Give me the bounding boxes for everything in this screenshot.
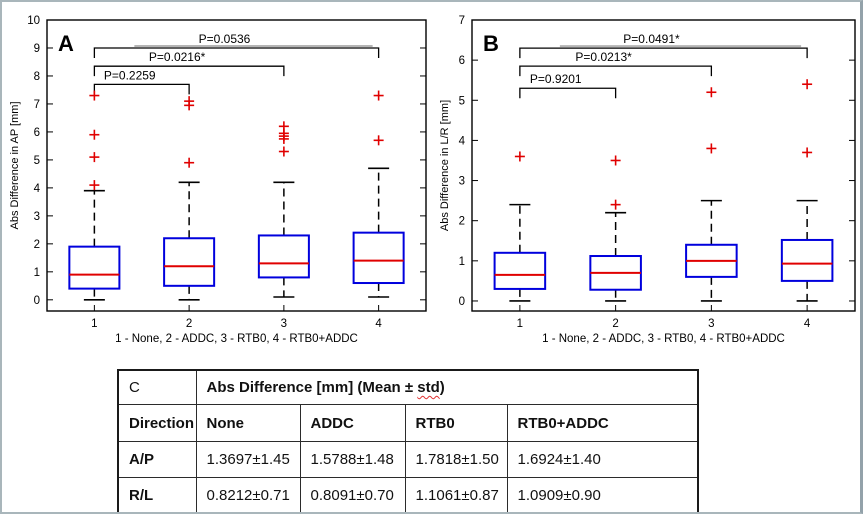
p-value-label: P=0.0213* — [575, 50, 632, 65]
box-group-1 — [495, 151, 546, 300]
bracket-line — [520, 88, 616, 98]
y-tick-label: 2 — [33, 238, 40, 251]
x-tick-label: 2 — [612, 318, 619, 330]
col-header-none: None — [196, 405, 300, 442]
row-label-ap: A/P — [118, 442, 196, 478]
outlier-marker — [89, 130, 99, 140]
p-value-label: P=0.2259 — [103, 68, 156, 83]
outlier-marker — [802, 79, 812, 89]
table-title — [196, 370, 698, 405]
outlier-marker — [706, 87, 716, 97]
outlier-marker — [374, 91, 384, 101]
cell-ap-rtb0-addc: 1.6924±1.40 — [507, 442, 698, 478]
x-tick-label: 2 — [185, 318, 193, 330]
outlier-marker — [89, 180, 99, 190]
iqr-box — [782, 240, 833, 281]
iqr-box — [69, 247, 119, 289]
y-tick-label: 1 — [33, 266, 40, 279]
p-value-label: P=0.0536 — [198, 31, 251, 46]
outlier-marker — [279, 147, 289, 157]
x-tick-label: 1 — [91, 318, 98, 330]
y-tick-label: 4 — [33, 182, 40, 195]
y-tick-label: 10 — [27, 15, 40, 27]
y-tick-label: 3 — [33, 210, 40, 223]
panel-label: B — [483, 31, 499, 56]
x-tick-label: 3 — [280, 318, 288, 330]
plot-a — [9, 15, 426, 345]
x-axis-label: 1 - None, 2 - ADDC, 3 - RTB0, 4 - RTB0+ADDC — [542, 333, 785, 345]
table-row-ap — [118, 442, 698, 478]
y-axis-label: Abs Difference in L/R [mm] — [439, 99, 451, 232]
y-tick-label: 0 — [33, 294, 40, 307]
y-tick-label: 5 — [33, 154, 40, 167]
y-tick-label: 7 — [33, 98, 40, 111]
y-tick-label: 6 — [33, 126, 40, 139]
outlier-marker — [515, 151, 525, 161]
y-tick-label: 2 — [458, 215, 465, 228]
panel-label: A — [58, 31, 74, 56]
y-tick-label: 1 — [458, 255, 465, 268]
table-title-std-word: std — [417, 379, 440, 396]
summary-table-panel — [117, 369, 697, 514]
outlier-marker — [611, 200, 621, 210]
outlier-marker — [279, 121, 289, 131]
box-group-3 — [686, 87, 737, 301]
x-tick-label: 3 — [708, 318, 715, 330]
cell-rl-none: 0.8212±0.71 — [196, 478, 300, 514]
y-tick-label: 6 — [458, 55, 465, 68]
outlier-marker — [184, 158, 194, 168]
y-axis-label: Abs Difference in AP [mm] — [9, 101, 21, 230]
box-group-1 — [69, 91, 119, 300]
box-group-2 — [590, 155, 641, 300]
cell-ap-rtb0: 1.7818±1.50 — [405, 442, 507, 478]
y-tick-label: 5 — [458, 95, 465, 108]
iqr-box — [259, 235, 309, 277]
box-group-4 — [354, 91, 404, 297]
outlier-marker — [374, 135, 384, 145]
bracket-line — [94, 84, 189, 94]
outlier-marker — [89, 91, 99, 101]
table-title-suffix: ) — [439, 379, 445, 396]
significance-bracket — [94, 32, 378, 58]
significance-bracket — [520, 72, 616, 98]
box-group-3 — [259, 121, 309, 297]
row-label-rl: R/L — [118, 478, 196, 514]
box-group-2 — [164, 96, 214, 300]
table-title-prefix: Abs Difference [mm] (Mean ± — [206, 379, 418, 396]
cell-rl-addc: 0.8091±0.70 — [300, 478, 405, 514]
x-tick-label: 1 — [516, 318, 524, 330]
table-row-rl — [118, 478, 698, 514]
box-group-4 — [782, 79, 833, 301]
p-value-label: P=0.9201 — [529, 72, 582, 87]
significance-bracket — [520, 32, 807, 58]
bracket-line — [520, 48, 807, 58]
cell-rl-rtb0: 1.1061±0.87 — [405, 478, 507, 514]
p-value-label: P=0.0216* — [148, 50, 206, 65]
x-tick-label: 4 — [375, 318, 382, 330]
outlier-marker — [802, 147, 812, 157]
y-tick-label: 4 — [458, 135, 465, 148]
outlier-marker — [89, 152, 99, 162]
iqr-box — [164, 238, 214, 286]
cell-ap-none: 1.3697±1.45 — [196, 442, 300, 478]
p-value-label: P=0.0491* — [623, 32, 680, 47]
panel-c-label: C — [118, 370, 196, 405]
bracket-line — [94, 48, 378, 58]
outlier-marker — [706, 143, 716, 153]
outlier-marker — [611, 155, 621, 165]
y-tick-label: 7 — [458, 15, 465, 27]
x-axis-label: 1 - None, 2 - ADDC, 3 - RTB0, 4 - RTB0+ADDC — [115, 333, 358, 345]
y-tick-label: 8 — [33, 70, 40, 83]
x-tick-label: 4 — [803, 318, 811, 330]
iqr-box — [354, 233, 404, 283]
col-header-direction: Direction — [118, 405, 196, 442]
summary-table — [117, 369, 699, 514]
significance-bracket — [94, 68, 189, 94]
col-header-addc: ADDC — [300, 405, 405, 442]
boxplot-panels — [2, 2, 863, 364]
y-tick-label: 0 — [458, 295, 465, 308]
iqr-box — [495, 253, 546, 289]
y-tick-label: 3 — [458, 175, 465, 188]
cell-rl-rtb0-addc: 1.0909±0.90 — [507, 478, 698, 514]
y-tick-label: 9 — [33, 42, 40, 55]
col-header-rtb0: RTB0 — [405, 405, 507, 442]
cell-ap-addc: 1.5788±1.48 — [300, 442, 405, 478]
plot-b — [439, 15, 855, 345]
col-header-rtb0-addc: RTB0+ADDC — [507, 405, 698, 442]
